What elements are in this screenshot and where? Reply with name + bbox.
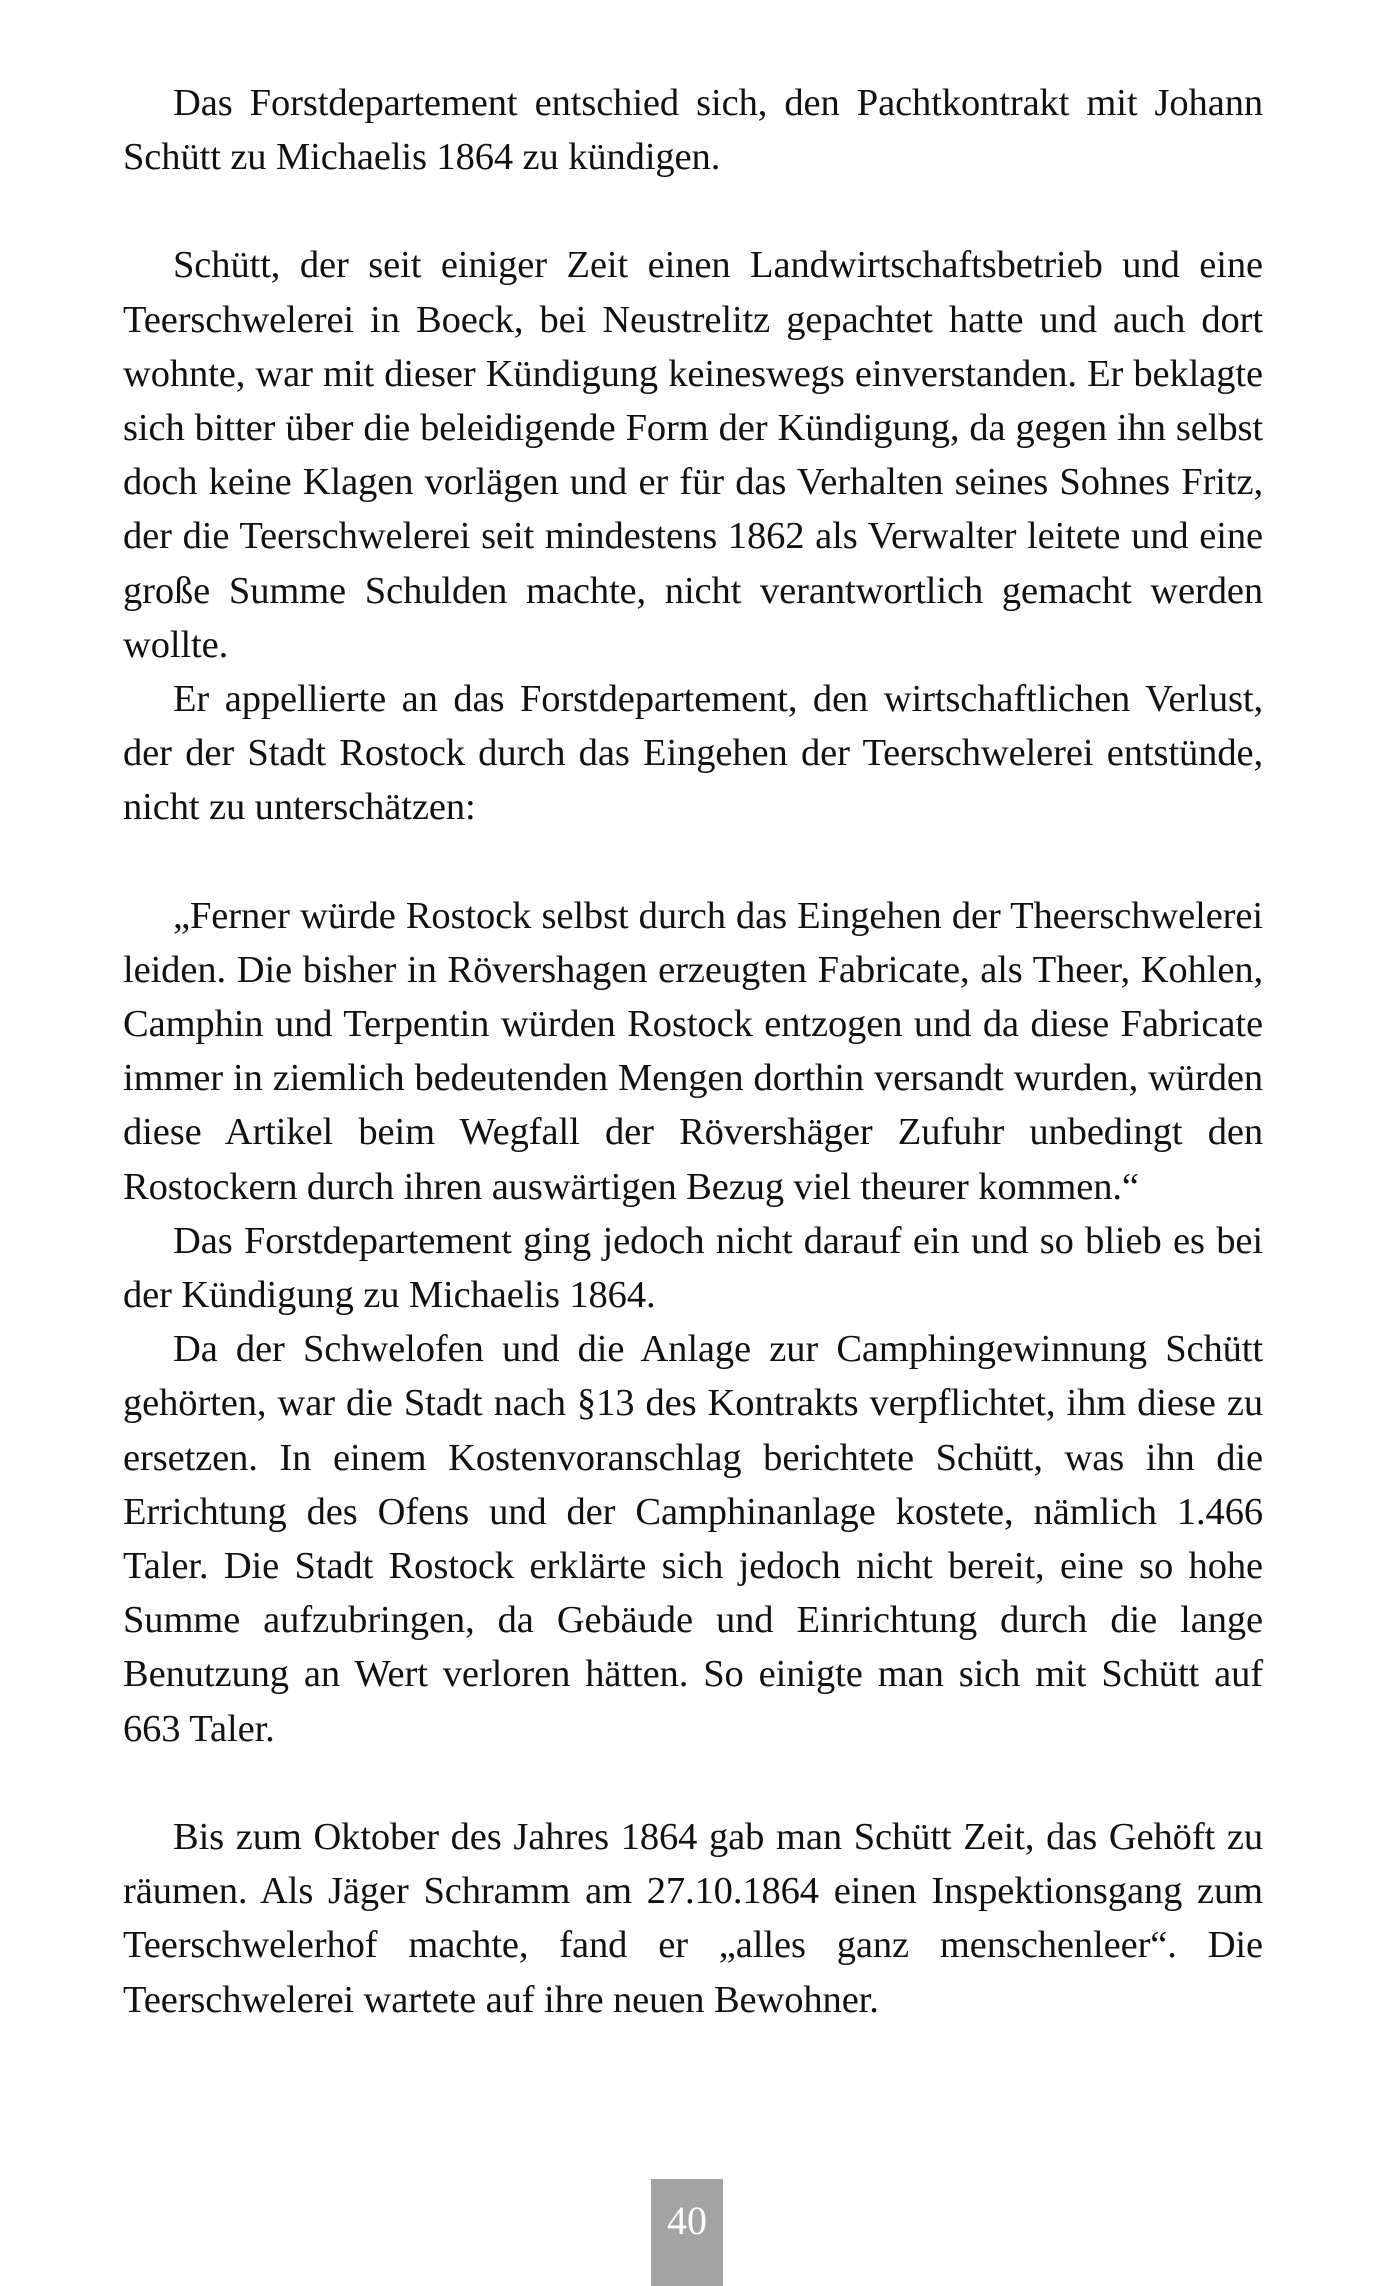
paragraph-intro: Das Forstdepartement entschied sich, den Pachtkontrakt mit Johann Schütt zu Michaelis 1864 zu kündigen. bbox=[123, 82, 1263, 179]
paragraph-appeal: Er appellierte an das Forstdepartement, den wirtschaftlichen Verlust, der der Stadt Rostock durch das Eingehen der Teerschwelerei entstünde, nicht zu unterschätzen: bbox=[123, 678, 1263, 829]
page-body bbox=[123, 76, 1263, 2027]
paragraph-schuett-complaint: Schütt, der seit einiger Zeit einen Landwirtschaftsbetrieb und eine Teerschwelerei in Boeck, bei Neustrelitz gepachtet hatte und auch dort wohnte, war mit dieser Kündigung keineswegs einverstanden. Er beklagte sich bitter über die beleidigende Form der Kündigung, da gegen ihn selbst doch keine Klagen vorlägen und er für das Verhalten seines Sohnes Fritz, der die Teerschwelerei seit mindestens 1862 als Verwalter leitete und eine große Summe Schulden machte, nicht verantwortlich gemacht werden wollte. bbox=[123, 244, 1263, 666]
block-quote: „Ferner würde Rostock selbst durch das Eingehen der Theerschwelerei leiden. Die bisher in Rövershagen erzeugten Fabricate, als Theer, Kohlen, Camphin und Terpentin würden Rostock entzogen und da diese Fabricate immer in ziemlich bedeutenden Mengen dorthin versandt wurden, würden diese Artikel beim Wegfall der Rövershäger Zufuhr unbedingt den Rostockern durch ihren auswärtigen Bezug viel theurer kommen.“ bbox=[123, 894, 1263, 1208]
page-number-box bbox=[651, 2179, 723, 2286]
paragraph-decision: Das Forstdepartement ging jedoch nicht darauf ein und so blieb es bei der Kündigung zu Michaelis 1864. bbox=[123, 1219, 1263, 1317]
paragraph-departure: Bis zum Oktober des Jahres 1864 gab man Schütt Zeit, das Gehöft zu räumen. Als Jäger Schramm am 27.10.1864 einen Inspektionsgang zum Teerschwelerhof machte, fand er „alles ganz menschenleer“. Die Teerschwelerei wartete auf ihre neuen Bewohner. bbox=[123, 1815, 1263, 2021]
page-number: 40 bbox=[667, 2198, 707, 2243]
paragraph-compensation: Da der Schwelofen und die Anlage zur Camphingewinnung Schütt gehörten, war die Stadt nach §13 des Kontrakts verpflichtet, ihm diese zu ersetzen. In einem Kostenvoranschlag berichtete Schütt, was ihn die Errichtung des Ofens und der Camphinanlage kostete, nämlich 1.466 Taler. Die Stadt Rostock erklärte sich jedoch nicht bereit, eine so hohe Summe aufzubringen, da Gebäude und Einrichtung durch die lange Benutzung an Wert verloren hätten. So einigte man sich mit Schütt auf 663 Taler. bbox=[123, 1328, 1263, 1750]
